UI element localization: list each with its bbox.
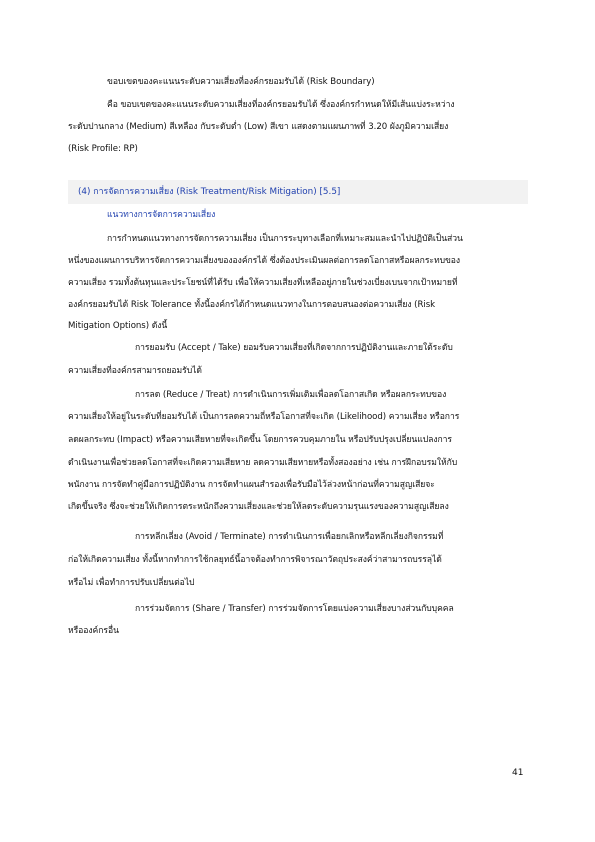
paragraph-line: ดำเนินงานเพื่อช่วยลดโอกาสที่จะเกิดความเสียหาย ลดความเสียหายหรือทั้งสองอย่าง เช่น การฝึกอบรมให้กับ [68,458,458,468]
paragraph-line: ระดับปานกลาง (Medium) สีเหลือง กับระดับต่ำ (Low) สีเขา แสดงตามแผนภาพที่ 3.20 ผังภูมิความเสี่ยง [68,122,449,132]
paragraph-line: ขอบเขตของคะแนนระดับความเสี่ยงที่องค์กรยอมรับได้ (Risk Boundary) [107,77,375,87]
paragraph-line: การกำหนดแนวทางการจัดการความเสี่ยง เป็นการระบุทางเลือกที่เหมาะสมและนำไปปฏิบัติเป็นส่วน [107,234,463,244]
paragraph-line: ความเสี่ยง รวมทั้งต้นทุนและประโยชน์ที่ได้รับ เพื่อให้ความเสี่ยงที่เหลืออยู่ภายในช่วงเบี่ยงเบนจากเป้าหมายที่ [68,278,458,288]
paragraph-line: คือ ขอบเขตของคะแนนระดับความเสี่ยงที่องค์กรยอมรับได้ ซึ่งองค์กรกำหนดให้มีเส้นแบ่งระหว่าง [107,100,455,110]
paragraph-line: ลดผลกระทบ (Impact) หรือความเสียหายที่จะเกิดขึ้น โดยการควบคุมภายใน หรือปรับปรุงเปลี่ยนแปลงการ [68,435,452,445]
paragraph-line: ความเสี่ยงให้อยู่ในระดับที่ยอมรับได้ เป็นการลดความถี่หรือโอกาสที่จะเกิด (Likelihood) ความเสี่ยง หรือการ [68,412,460,422]
paragraph-line: หรือไม่ เพื่อทำการปรับเปลี่ยนต่อไป [68,578,195,588]
paragraph-line: การลด (Reduce / Treat) การดำเนินการเพิ่มเติมเพื่อลดโอกาสเกิด หรือผลกระทบของ [135,390,447,400]
paragraph-line: การหลีกเลี่ยง (Avoid / Terminate) การดำเนินการเพื่อยกเลิกหรือหลีกเลี่ยงกิจกรรมที่ [135,532,444,542]
paragraph-line: (Risk Profile: RP) [68,144,138,154]
section-heading: (4) การจัดการความเสี่ยง (Risk Treatment/Risk Mitigation) [5.5] [78,187,341,197]
paragraph-line: การร่วมจัดการ (Share / Transfer) การร่วมจัดการโดยแบ่งความเสี่ยงบางส่วนกับบุคคล [135,604,454,614]
paragraph-line: พนักงาน การจัดทำคู่มือการปฏิบัติงาน การจัดทำแผนสำรองเพื่อรับมือไว้ล่วงหน้าก่อนที่ความสูญเสียจะ [68,480,435,490]
paragraph-line: ก่อให้เกิดความเสี่ยง ทั้งนี้หากทำการใช้กลยุทธ์นี้อาจต้องทำการพิจารณาวัตถุประสงค์ว่าสามารถบรรลุได้ [68,555,442,565]
paragraph-line: หรือองค์กรอื่น [68,626,119,636]
subheading: แนวทางการจัดการความเสี่ยง [107,210,216,220]
paragraph-line: Mitigation Options) ดังนี้ [68,321,168,331]
paragraph-line: ความเสี่ยงที่องค์กรสามารถยอมรับได้ [68,366,202,376]
page-number: 41 [512,768,524,778]
paragraph-line: การยอมรับ (Accept / Take) ยอมรับความเสี่ยงที่เกิดจากการปฏิบัติงานและภายใต้ระดับ [135,343,453,353]
paragraph-line: องค์กรยอมรับได้ Risk Tolerance ทั้งนี้องค์กรได้กำหนดแนวทางในการตอบสนองต่อความเสี่ยง (Risk [68,300,436,310]
paragraph-line: หนึ่งของแผนการบริหารจัดการความเสี่ยงขององค์กรได้ ซึ่งต้องประเมินผลต่อการลดโอกาสหรือผลกระทบของ [68,256,461,266]
paragraph-line: เกิดขึ้นจริง ซึ่งจะช่วยให้เกิดการตระหนักถึงความเสี่ยงและช่วยให้ลดระดับความรุนแรงของความสูญเสียลง [68,502,449,512]
